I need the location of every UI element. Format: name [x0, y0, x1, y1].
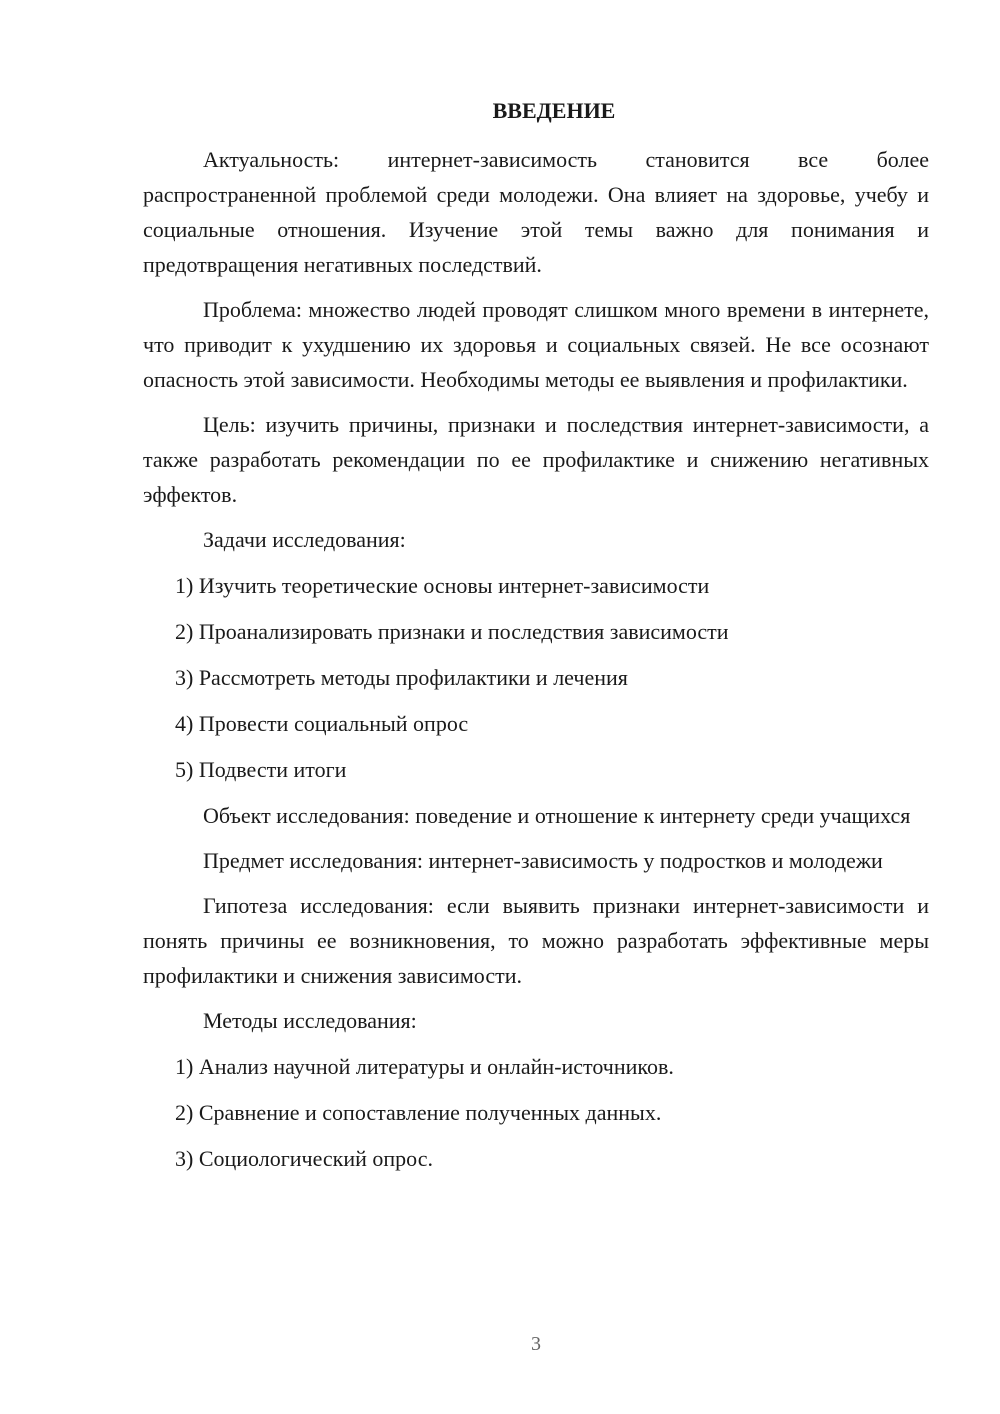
method-item: 3) Социологический опрос. [175, 1146, 433, 1171]
paragraph-object: Объект исследования: поведение и отношение к интернету среди учащихся [203, 803, 911, 828]
paragraph-relevance: Актуальность: интернет-зависимость становится все более распространенной проблемой среди молодежи. Она влияет на здоровье, учебу и социальные отношения. Изучение этой темы важно для понимания и предотвращения негативных последствий. [143, 147, 929, 277]
method-item: 1) Анализ научной литературы и онлайн-источников. [175, 1054, 674, 1079]
document-page [143, 93, 929, 1187]
document-title: ВВЕДЕНИЕ [492, 98, 616, 123]
paragraph-goal: Цель: изучить причины, признаки и последствия интернет-зависимости, а также разработать рекомендации по ее профилактике и снижению негативных эффектов. [143, 412, 929, 507]
task-item: 3) Рассмотреть методы профилактики и лечения [175, 665, 628, 690]
paragraph-problem: Проблема: множество людей проводят слишком много времени в интернете, что приводит к ухудшению их здоровья и социальных связей. Не все осознают опасность этой зависимости. Необходимы методы ее выявления и профилактики. [143, 297, 929, 392]
tasks-heading: Задачи исследования: [203, 527, 406, 552]
method-item: 2) Сравнение и сопоставление полученных данных. [175, 1100, 662, 1125]
methods-list [143, 1049, 929, 1176]
task-item: 5) Подвести итоги [175, 757, 347, 782]
methods-heading: Методы исследования: [203, 1008, 417, 1033]
paragraph-hypothesis: Гипотеза исследования: если выявить признаки интернет-зависимости и понять причины ее возникновения, то можно разработать эффективные меры профилактики и снижения зависимости. [143, 893, 929, 988]
task-item: 1) Изучить теоретические основы интернет-зависимости [175, 573, 710, 598]
paragraph-subject: Предмет исследования: интернет-зависимость у подростков и молодежи [203, 848, 883, 873]
page-number: 3 [531, 1333, 541, 1355]
task-item: 4) Провести социальный опрос [175, 711, 469, 736]
task-item: 2) Проанализировать признаки и последствия зависимости [175, 619, 729, 644]
tasks-list [143, 568, 929, 787]
